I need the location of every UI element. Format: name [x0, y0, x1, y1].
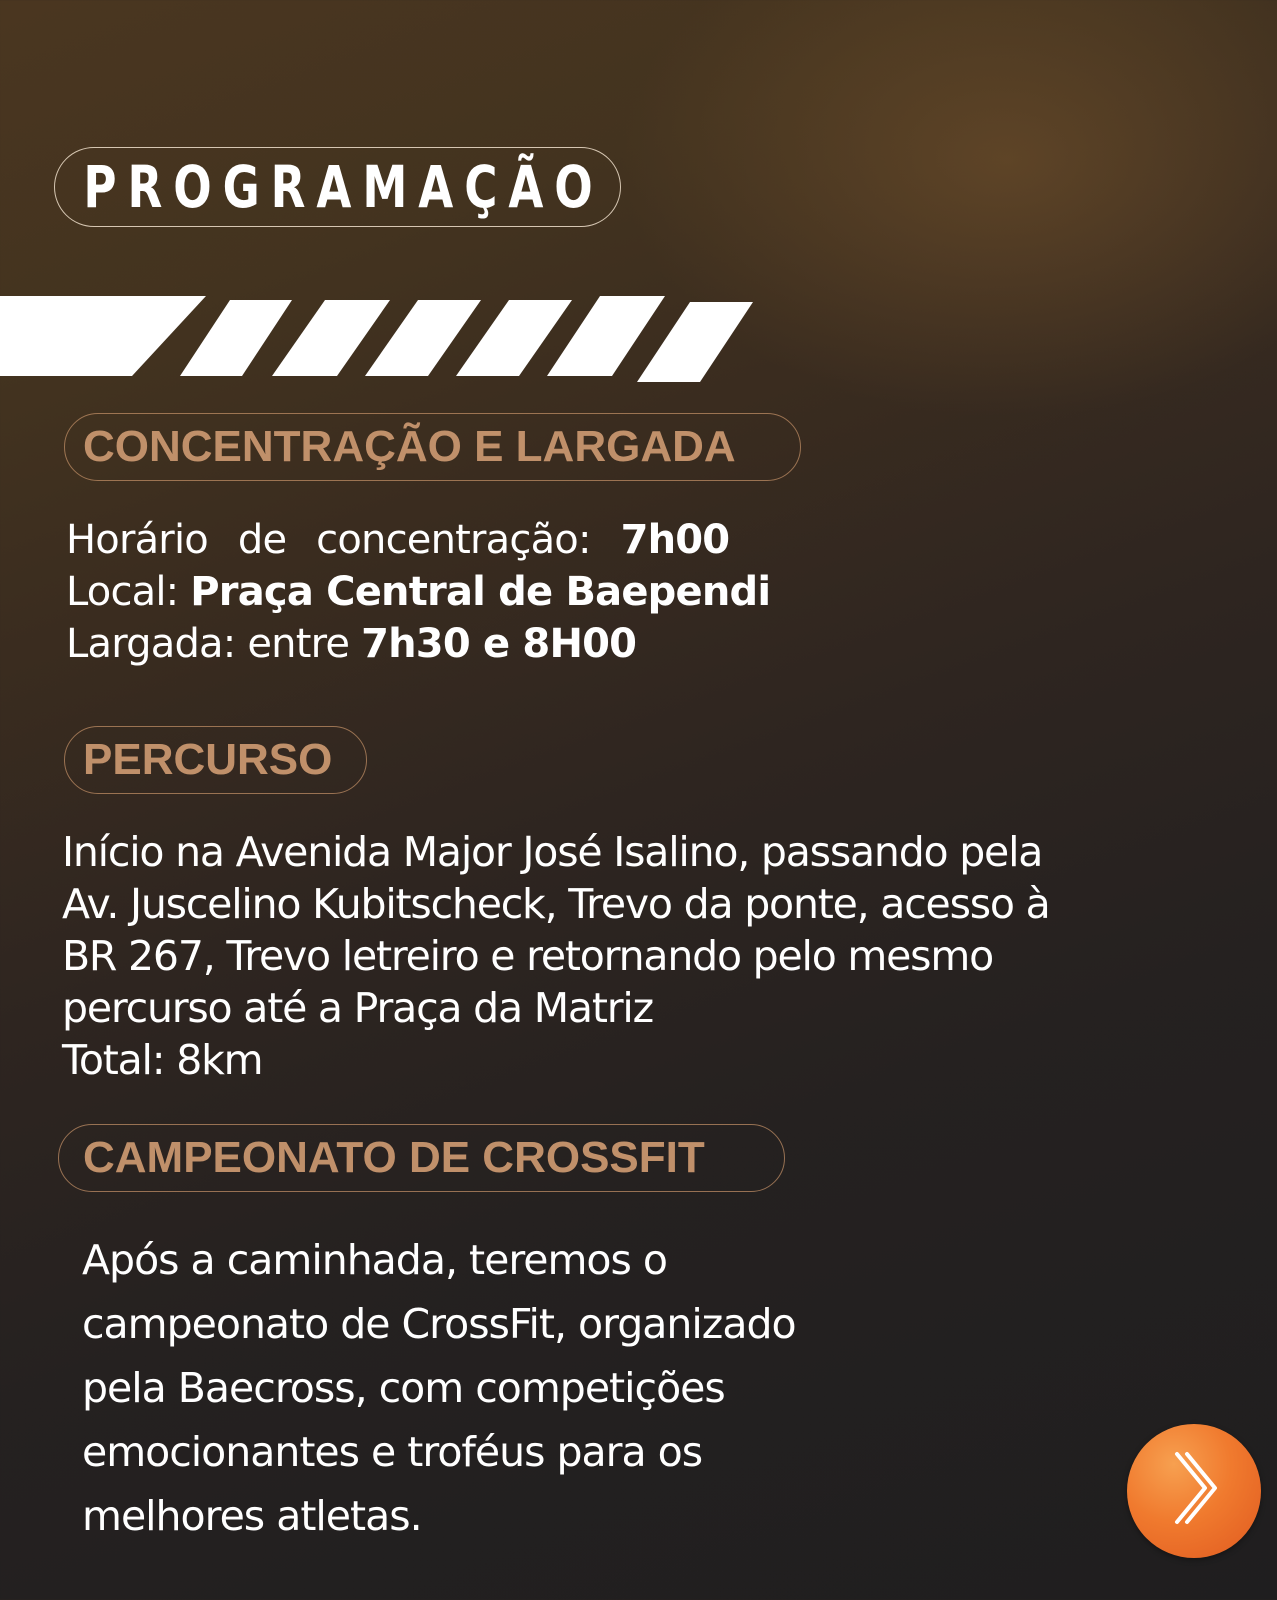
stripe-bar	[0, 296, 206, 376]
crossfit-line: campeonato de CrossFit, organizado	[82, 1300, 796, 1348]
crossfit-line: pela Baecross, com competições	[82, 1364, 725, 1412]
section-heading-concentracao	[64, 413, 801, 481]
local-value: Praça Central de Baependi	[190, 569, 771, 615]
local-line	[66, 566, 770, 618]
percurso-line: percurso até a Praça da Matriz	[62, 984, 653, 1032]
crossfit-details	[82, 1228, 796, 1548]
section-heading-percurso	[64, 726, 367, 794]
title-badge	[54, 147, 621, 227]
crossfit-line: Após a caminhada, teremos o	[82, 1236, 667, 1284]
section-heading-label: CONCENTRAÇÃO E LARGADA	[83, 422, 736, 471]
percurso-line: Início na Avenida Major José Isalino, passando pela	[62, 828, 1043, 876]
percurso-details	[62, 826, 1050, 1086]
section-heading-label: CAMPEONATO DE CROSSFIT	[83, 1133, 705, 1182]
horario-value: 7h00	[620, 517, 730, 563]
stripe	[272, 300, 390, 376]
horario-line	[66, 514, 770, 566]
stripe	[365, 300, 481, 376]
section-heading-crossfit	[58, 1124, 785, 1192]
percurso-line: Av. Juscelino Kubitscheck, Trevo da ponte, acesso à	[62, 880, 1050, 928]
page-title: PROGRAMAÇÃO	[83, 153, 604, 221]
horario-label: Horário de concentração:	[66, 517, 591, 563]
percurso-line: BR 267, Trevo letreiro e retornando pelo mesmo	[62, 932, 993, 980]
crossfit-line: emocionantes e troféus para os	[82, 1428, 703, 1476]
stripe	[180, 300, 292, 376]
chevron-right-icon	[1127, 1424, 1261, 1558]
local-label: Local:	[66, 569, 179, 615]
percurso-total: Total: 8km	[62, 1036, 263, 1084]
next-button[interactable]	[1127, 1424, 1261, 1558]
largada-label: Largada: entre	[66, 621, 350, 667]
stripes-decoration	[0, 296, 760, 382]
section-heading-label: PERCURSO	[83, 735, 333, 784]
stripe	[637, 302, 753, 382]
largada-line	[66, 618, 770, 670]
crossfit-line: melhores atletas.	[82, 1492, 422, 1540]
concentracao-details	[66, 514, 770, 670]
largada-value: 7h30 e 8H00	[361, 621, 637, 667]
